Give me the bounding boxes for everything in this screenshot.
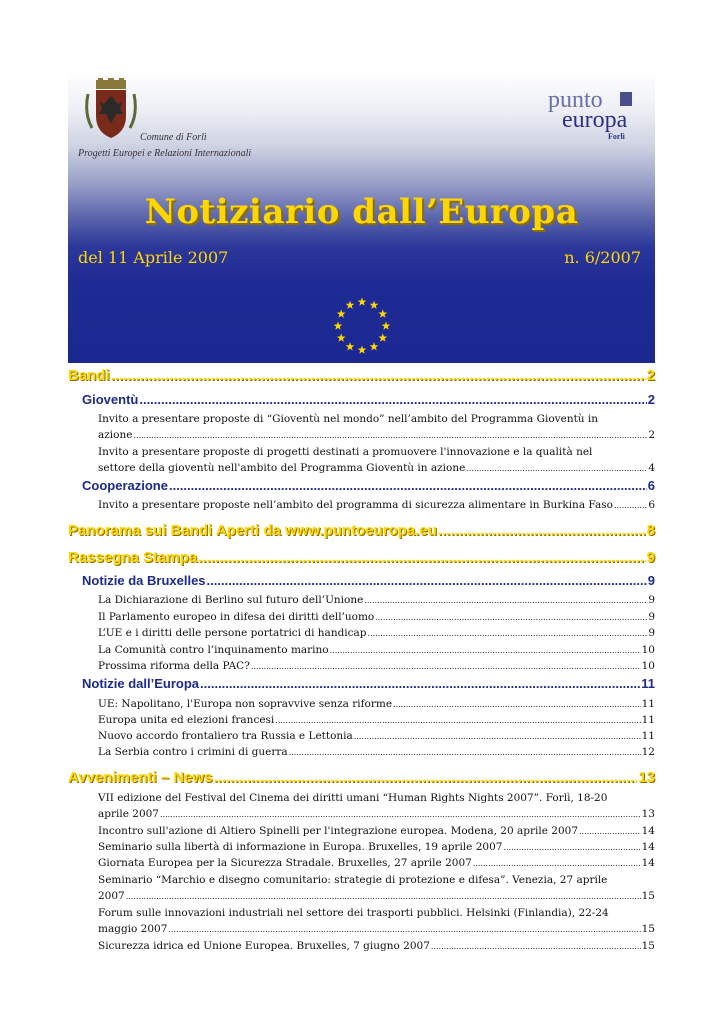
toc-page-number: 14 <box>641 841 655 853</box>
toc-entry-label: Giornata Europea per la Sicurezza Stradale. Bruxelles, 27 aprile 2007 <box>98 857 472 869</box>
toc-entry-label: UE: Napolitano, l'Europa non sopravvive senza riforme <box>98 698 393 710</box>
eu-star-icon <box>337 333 346 341</box>
toc-entry-seminario-marchio[interactable] <box>68 890 655 902</box>
toc-entry-item[interactable] <box>68 746 655 758</box>
header-banner <box>68 72 655 363</box>
toc-entry-item[interactable] <box>68 857 655 869</box>
toc-page-number: 15 <box>641 923 655 935</box>
toc-entry-burkina-faso[interactable] <box>68 499 655 511</box>
toc-entry-line: Seminario “Marchio e disegno comunitario: strategie di protezione e difesa”. Venezia, 27 aprile <box>98 874 608 886</box>
toc-entry-line: Invito a presentare proposte di progetti destinati a promuovere l'innovazione e la qualità nel <box>98 446 593 458</box>
toc-entry-item[interactable] <box>68 940 655 952</box>
toc-page-number: 15 <box>641 890 655 902</box>
toc-entry-item[interactable] <box>68 714 655 726</box>
toc-entry-label: La Serbia contro i crimini di guerra <box>98 746 288 758</box>
eu-star-icon <box>370 342 379 350</box>
toc-page-number: 11 <box>641 714 655 726</box>
toc-page-number: 14 <box>641 857 655 869</box>
toc-entry-item[interactable] <box>68 611 655 623</box>
logo-city-text: Forlì <box>608 132 625 141</box>
toc-entry-bandi[interactable] <box>68 367 655 384</box>
eu-star-icon <box>334 321 343 329</box>
toc-page-number: 6 <box>647 478 655 493</box>
toc-entry-label: azione <box>98 429 133 441</box>
toc-entry-festival[interactable] <box>68 808 655 820</box>
toc-entry-gioventu-nel-mondo[interactable] <box>68 429 655 441</box>
toc-page-number: 9 <box>648 594 655 606</box>
toc-entry-label: L’UE e i diritti delle persone portatrici di handicap <box>98 627 367 639</box>
toc-entry-line: Invito a presentare proposte di “Gioventù nel mondo” nell’ambito del Programma Gioventù in <box>98 413 599 425</box>
toc-entry-item[interactable] <box>68 825 655 837</box>
toc-entry-item[interactable] <box>68 730 655 742</box>
toc-entry-line: VII edizione del Festival del Cinema dei diritti umani “Human Rights Nights 2007”. Forlì, 18-20 <box>98 792 608 804</box>
toc-entry-label: Cooperazione <box>82 478 168 493</box>
logo-bottom-text: europa <box>562 107 628 133</box>
toc-entry-label: 2007 <box>98 890 125 902</box>
toc-entry-label: Notizie dall’Europa <box>82 676 200 691</box>
toc-entry-avvenimenti[interactable] <box>68 769 655 786</box>
eu-star-icon <box>378 333 387 341</box>
eu-star-icon <box>358 297 367 305</box>
toc-entry-label: Nuovo accordo frontaliero tra Russia e Lettonia <box>98 730 353 742</box>
toc-entry-bruxelles[interactable] <box>68 573 655 588</box>
toc-page-number: 6 <box>648 499 655 511</box>
toc-entry-label: Rassegna Stampa <box>68 549 198 566</box>
toc-page-number: 2 <box>648 429 655 441</box>
issue-date: del 11 Aprile 2007 <box>78 248 229 267</box>
toc-entry-innovazione[interactable] <box>68 462 655 474</box>
toc-entry-gioventu[interactable] <box>68 392 655 407</box>
punto-europa-logo <box>548 88 644 146</box>
toc-page-number: 2 <box>647 392 655 407</box>
toc-entry-label: Il Parlamento europeo in difesa dei diritti dell’uomo <box>98 611 375 623</box>
toc-entry-item[interactable] <box>68 698 655 710</box>
toc-entry-label: La Comunità contro l’inquinamento marino <box>98 644 329 656</box>
toc-page-number: 2 <box>646 367 655 384</box>
toc-page-number: 9 <box>646 549 655 566</box>
eu-stars-icon <box>332 296 392 356</box>
toc-entry-label: Avvenimenti – News <box>68 769 213 786</box>
logo-square-icon <box>620 92 632 106</box>
eu-star-icon <box>378 309 387 317</box>
toc-entry-label: aprile 2007 <box>98 808 159 820</box>
eu-star-icon <box>370 301 379 309</box>
logo-top-text: punto <box>548 87 603 113</box>
toc-entry-item[interactable] <box>68 594 655 606</box>
toc-page-number: 10 <box>641 660 655 672</box>
toc-page-number: 10 <box>641 644 655 656</box>
toc-entry-label: Europa unita ed elezioni francesi <box>98 714 275 726</box>
toc-page-number: 9 <box>648 611 655 623</box>
toc-page-number: 9 <box>647 573 655 588</box>
toc-entry-label: Notizie da Bruxelles <box>82 573 206 588</box>
toc-entry-europa[interactable] <box>68 676 655 691</box>
comune-label: Comune di Forlì <box>140 132 207 143</box>
toc-entry-label: Gioventù <box>82 392 139 407</box>
toc-entry-label: Seminario sulla libertà di informazione in Europa. Bruxelles, 19 aprile 2007 <box>98 841 503 853</box>
toc-entry-label: La Dichiarazione di Berlino sul futuro dell’Unione <box>98 594 364 606</box>
toc-page-number: 11 <box>641 698 655 710</box>
coat-of-arms-icon <box>82 78 140 140</box>
toc-entry-forum[interactable] <box>68 923 655 935</box>
toc-entry-label: Prossima riforma della PAC? <box>98 660 250 672</box>
toc-page-number: 13 <box>641 808 655 820</box>
toc-page-number: 9 <box>648 627 655 639</box>
toc-page-number: 13 <box>638 769 655 786</box>
toc-page-number: 4 <box>648 462 655 474</box>
toc-entry-item[interactable] <box>68 660 655 672</box>
eu-star-icon <box>337 309 346 317</box>
toc-entry-rassegna[interactable] <box>68 549 655 566</box>
toc-page-number: 8 <box>646 522 655 539</box>
toc-page-number: 11 <box>641 730 655 742</box>
department-label: Progetti Europei e Relazioni Internazionali <box>78 148 252 159</box>
toc-entry-label: Panorama sui Bandi Aperti da www.puntoeuropa.eu <box>68 522 437 539</box>
eu-star-icon <box>346 301 355 309</box>
issue-number: n. 6/2007 <box>564 248 641 267</box>
toc-entry-label: settore della gioventù nell'ambito del Programma Gioventù in azione <box>98 462 466 474</box>
eu-star-icon <box>358 345 367 353</box>
eu-star-icon <box>346 342 355 350</box>
toc-entry-item[interactable] <box>68 841 655 853</box>
toc-page-number: 14 <box>641 825 655 837</box>
toc-page-number: 15 <box>641 940 655 952</box>
toc-entry-panorama[interactable] <box>68 522 655 539</box>
toc-entry-item[interactable] <box>68 644 655 656</box>
toc-entry-label: Bandi <box>68 367 110 384</box>
toc-entry-item[interactable] <box>68 627 655 639</box>
toc-entry-cooperazione[interactable] <box>68 478 655 493</box>
toc-entry-label: maggio 2007 <box>98 923 168 935</box>
toc-entry-label: Invito a presentare proposte nell’ambito del programma di sicurezza alimentare in Burkina Faso <box>98 499 613 511</box>
eu-star-icon <box>382 321 391 329</box>
toc-page-number: 11 <box>641 676 655 691</box>
toc-entry-label: Sicurezza idrica ed Unione Europea. Bruxelles, 7 giugno 2007 <box>98 940 430 952</box>
toc-entry-label: Incontro sull'azione di Altiero Spinelli per l'integrazione europea. Modena, 20 aprile 2007 <box>98 825 579 837</box>
newsletter-title: Notiziario dall’Europa <box>144 192 579 232</box>
toc-entry-line: Forum sulle innovazioni industriali nel settore dei trasporti pubblici. Helsinki (Finlandia), 22-24 <box>98 907 609 919</box>
toc-page-number: 12 <box>641 746 655 758</box>
